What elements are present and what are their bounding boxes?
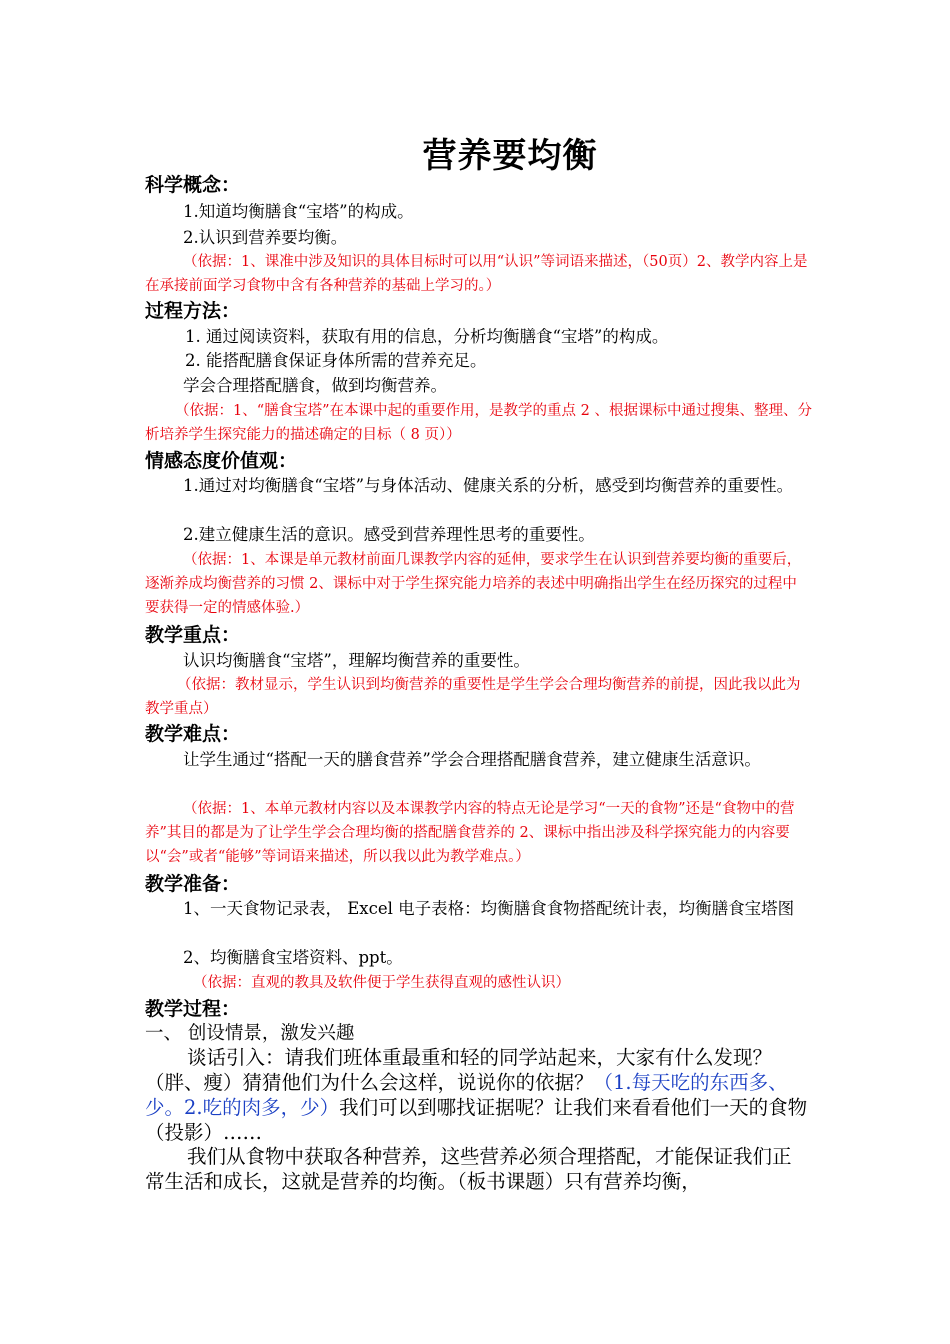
paragraph-1-intro: 谈话引入：请我们班体重最重和轻的同学站起来，大家有什么发现？（胖、瘦）猜猜他们为什么会这样，说说你的依据？: [145, 1046, 773, 1094]
process-basis: （依据：1、“膳食宝塔”在本课中起的重要作用，是教学的重点 2 、根据课标中通过搜集、整理、分析培养学生探究能力的描述确定的目标（ 8 页））: [145, 403, 812, 443]
science-item-1: 1.知道均衡膳食“宝塔”的构成。: [183, 202, 414, 221]
preparation-item-1: 1、一天食物记录表， Excel 电子表格：均衡膳食食物搭配统计表，均衡膳食宝塔图: [183, 899, 795, 918]
emotion-item-2: 2.建立健康生活的意识。感受到营养理性思考的重要性。: [183, 525, 595, 544]
heading-preparation: 教学准备：: [145, 873, 241, 895]
paragraph-1-end: 我们可以到哪找证据呢？让我们来看看他们一天的食物（投影）……: [145, 1096, 808, 1144]
page-title: 营养要均衡: [422, 136, 598, 176]
process-item-3: 学会合理搭配膳食，做到均衡营养。: [183, 376, 447, 395]
difficulty-text: 让学生通过“搭配一天的膳食营养”学会合理搭配膳食营养，建立健康生活意识。: [183, 750, 761, 769]
process-item-2: 2. 能搭配膳食保证身体所需的营养充足。: [185, 351, 487, 370]
emotion-basis: （依据：1、本课是单元教材前面几课教学内容的延伸，要求学生在认识到营养要均衡的重要后，逐渐养成均衡营养的习惯 2、课标中对于学生探究能力培养的表述中明确指出学生在经历探究的过程中要获得一定的情感体验.）: [145, 552, 802, 616]
paragraph-1-blue-note: （1.每天吃的东西多、少。2.吃的肉多，少）: [145, 1071, 788, 1119]
process-item-1: 1. 通过阅读资料，获取有用的信息，分析均衡膳食“宝塔”的构成。: [185, 327, 669, 346]
science-item-2: 2.认识到营养要均衡。: [183, 228, 348, 247]
key-point-text: 认识均衡膳食“宝塔”，理解均衡营养的重要性。: [183, 651, 530, 670]
heading-difficulty: 教学难点：: [145, 723, 241, 745]
emotion-item-1: 1.通过对均衡膳食“宝塔”与身体活动、健康关系的分析，感受到均衡营养的重要性。: [183, 476, 794, 495]
science-basis: （依据：1、课准中涉及知识的具体目标时可以用“认识”等词语来描述，（50页）2、教学内容上是在承接前面学习食物中含有各种营养的基础上学习的。）: [145, 254, 808, 294]
heading-teaching-process: 教学过程：: [145, 998, 241, 1020]
heading-key-point: 教学重点：: [145, 624, 241, 646]
heading-process-method: 过程方法：: [145, 300, 241, 322]
step-one-title: 一、 创设情景，激发兴趣: [145, 1023, 355, 1044]
difficulty-basis: （依据：1、本单元教材内容以及本课教学内容的特点无论是学习“一天的食物”还是“食物中的营养”其目的都是为了让学生学会合理均衡的搭配膳食营养的 2、课标中指出涉及科学探究能力的内容要以“会”或者“能够”等词语来描述，所以我以此为教学难点。）: [145, 801, 795, 865]
heading-science-concept: 科学概念：: [145, 174, 241, 196]
preparation-basis: （依据：直观的教具及软件便于学生获得直观的感性认识）: [193, 975, 570, 991]
heading-emotion-values: 情感态度价值观：: [145, 450, 298, 472]
teaching-paragraph-1: [145, 1045, 810, 1145]
key-point-basis: （依据：教材显示，学生认识到均衡营养的重要性是学生学会合理均衡营养的前提，因此我以此为教学重点）: [145, 677, 801, 717]
preparation-item-2: 2、均衡膳食宝塔资料、ppt。: [183, 948, 403, 967]
teaching-paragraph-2: 我们从食物中获取各种营养，这些营养必须合理搭配，才能保证我们正常生活和成长，这就是营养的均衡。（板书课题）只有营养均衡，: [145, 1145, 792, 1193]
